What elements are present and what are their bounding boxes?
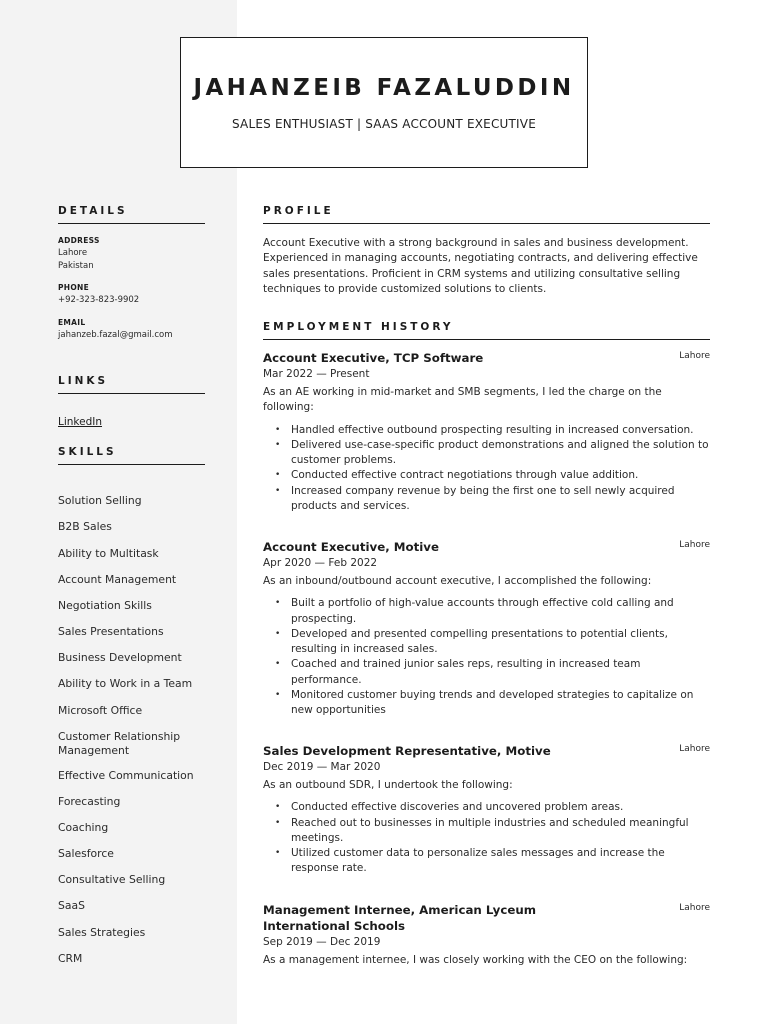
skill-item: Effective Communication bbox=[58, 769, 194, 782]
job-bullets bbox=[263, 423, 710, 515]
profile-heading: PROFILE bbox=[263, 205, 710, 224]
details-section bbox=[58, 205, 205, 342]
employment-heading: EMPLOYMENT HISTORY bbox=[263, 321, 710, 340]
phone-value: +92-323-823-9902 bbox=[58, 295, 140, 305]
job-entry bbox=[263, 539, 710, 719]
skill-item: Ability to Work in a Team bbox=[58, 677, 193, 690]
skill-item: Sales Presentations bbox=[58, 625, 164, 638]
job-dates: Sep 2019 — Dec 2019 bbox=[263, 936, 381, 948]
job-dates: Mar 2022 — Present bbox=[263, 368, 370, 380]
skill-item: B2B Sales bbox=[58, 520, 112, 533]
phone-label: PHONE bbox=[58, 283, 90, 292]
linkedin-link[interactable]: LinkedIn bbox=[58, 416, 103, 428]
job-location: Lahore bbox=[679, 903, 710, 913]
skill-item: Negotiation Skills bbox=[58, 599, 152, 612]
job-title: Sales Development Representative, Motive bbox=[263, 744, 551, 758]
job-intro: As a management internee, I was closely working with the CEO on the following: bbox=[263, 954, 688, 966]
skill-item: Solution Selling bbox=[58, 494, 142, 507]
job-bullet: • Coached and trained junior sales reps, resulting in increased team performance. bbox=[263, 657, 710, 688]
skill-item: Ability to Multitask bbox=[58, 547, 159, 560]
job-location: Lahore bbox=[679, 351, 710, 361]
skill-item: Microsoft Office bbox=[58, 704, 143, 717]
job-bullet: • Utilized customer data to personalize sales messages and increase the response rate. bbox=[263, 846, 710, 877]
job-dates: Apr 2020 — Feb 2022 bbox=[263, 557, 378, 569]
job-entry bbox=[263, 350, 710, 514]
skill-item: Account Management bbox=[58, 573, 177, 586]
job-bullet: • Built a portfolio of high-value accounts through effective cold calling and prospecting. bbox=[263, 596, 710, 627]
job-bullet: • Delivered use-case-specific product demonstrations and aligned the solution to customer problems. bbox=[263, 438, 710, 469]
job-bullet: • Increased company revenue by being the first one to sell newly acquired products and services. bbox=[263, 484, 710, 515]
job-dates: Dec 2019 — Mar 2020 bbox=[263, 761, 381, 773]
details-heading: DETAILS bbox=[58, 205, 205, 224]
job-intro: As an AE working in mid-market and SMB segments, I led the charge on the following: bbox=[263, 386, 662, 414]
job-bullet: • Conducted effective contract negotiations through value addition. bbox=[263, 468, 710, 483]
resume-header bbox=[180, 37, 588, 168]
address-city: Lahore bbox=[58, 248, 88, 258]
skill-item: Customer Relationship Management bbox=[58, 730, 181, 757]
job-title: Management Internee, American Lyceum International Schools bbox=[263, 903, 537, 933]
job-title: Account Executive, Motive bbox=[263, 540, 440, 554]
skill-item: Consultative Selling bbox=[58, 873, 166, 886]
links-section bbox=[58, 375, 205, 429]
job-bullet: • Developed and presented compelling presentations to potential clients, resulting in increased sales. bbox=[263, 627, 710, 658]
job-bullet: • Monitored customer buying trends and developed strategies to capitalize on new opportunities bbox=[263, 688, 710, 719]
job-bullets bbox=[263, 596, 710, 718]
skill-item: Business Development bbox=[58, 651, 182, 664]
job-bullet: • Handled effective outbound prospecting resulting in increased conversation. bbox=[263, 423, 710, 438]
job-bullet: • Reached out to businesses in multiple industries and scheduled meaningful meetings. bbox=[263, 816, 710, 847]
job-entry bbox=[263, 902, 710, 968]
links-heading: LINKS bbox=[58, 375, 205, 394]
job-location: Lahore bbox=[679, 744, 710, 754]
profile-section bbox=[263, 205, 710, 297]
address-label: ADDRESS bbox=[58, 236, 100, 245]
skill-item: Forecasting bbox=[58, 795, 121, 808]
email-value: jahanzeb.fazal@gmail.com bbox=[58, 330, 173, 340]
job-bullets bbox=[263, 800, 710, 876]
employment-section bbox=[263, 321, 710, 966]
job-intro: As an inbound/outbound account executive, I accomplished the following: bbox=[263, 575, 652, 587]
skill-item: Salesforce bbox=[58, 847, 114, 860]
job-bullet: • Conducted effective discoveries and uncovered problem areas. bbox=[263, 800, 710, 815]
skills-section bbox=[58, 446, 205, 965]
skills-heading: SKILLS bbox=[58, 446, 205, 465]
email-label: EMAIL bbox=[58, 318, 86, 327]
profile-summary: Account Executive with a strong background in sales and business development. Experienced in managing accounts, negotiating contracts, and delivering effective sales presentations. Proficient in CRM systems and utilizing consultative selling techniques to provide customized solutions to clients. bbox=[263, 237, 698, 295]
candidate-name: JAHANZEIB FAZALUDDIN bbox=[193, 74, 575, 101]
skill-item: Sales Strategies bbox=[58, 926, 146, 939]
address-country: Pakistan bbox=[58, 261, 94, 271]
candidate-headline: SALES ENTHUSIAST | SAAS ACCOUNT EXECUTIVE bbox=[232, 116, 536, 131]
job-entry bbox=[263, 743, 710, 877]
skill-item: Coaching bbox=[58, 821, 109, 834]
skill-item: SaaS bbox=[58, 899, 85, 912]
job-intro: As an outbound SDR, I undertook the following: bbox=[263, 779, 513, 791]
job-location: Lahore bbox=[679, 540, 710, 550]
skill-item: CRM bbox=[58, 952, 83, 965]
job-title: Account Executive, TCP Software bbox=[263, 351, 484, 365]
